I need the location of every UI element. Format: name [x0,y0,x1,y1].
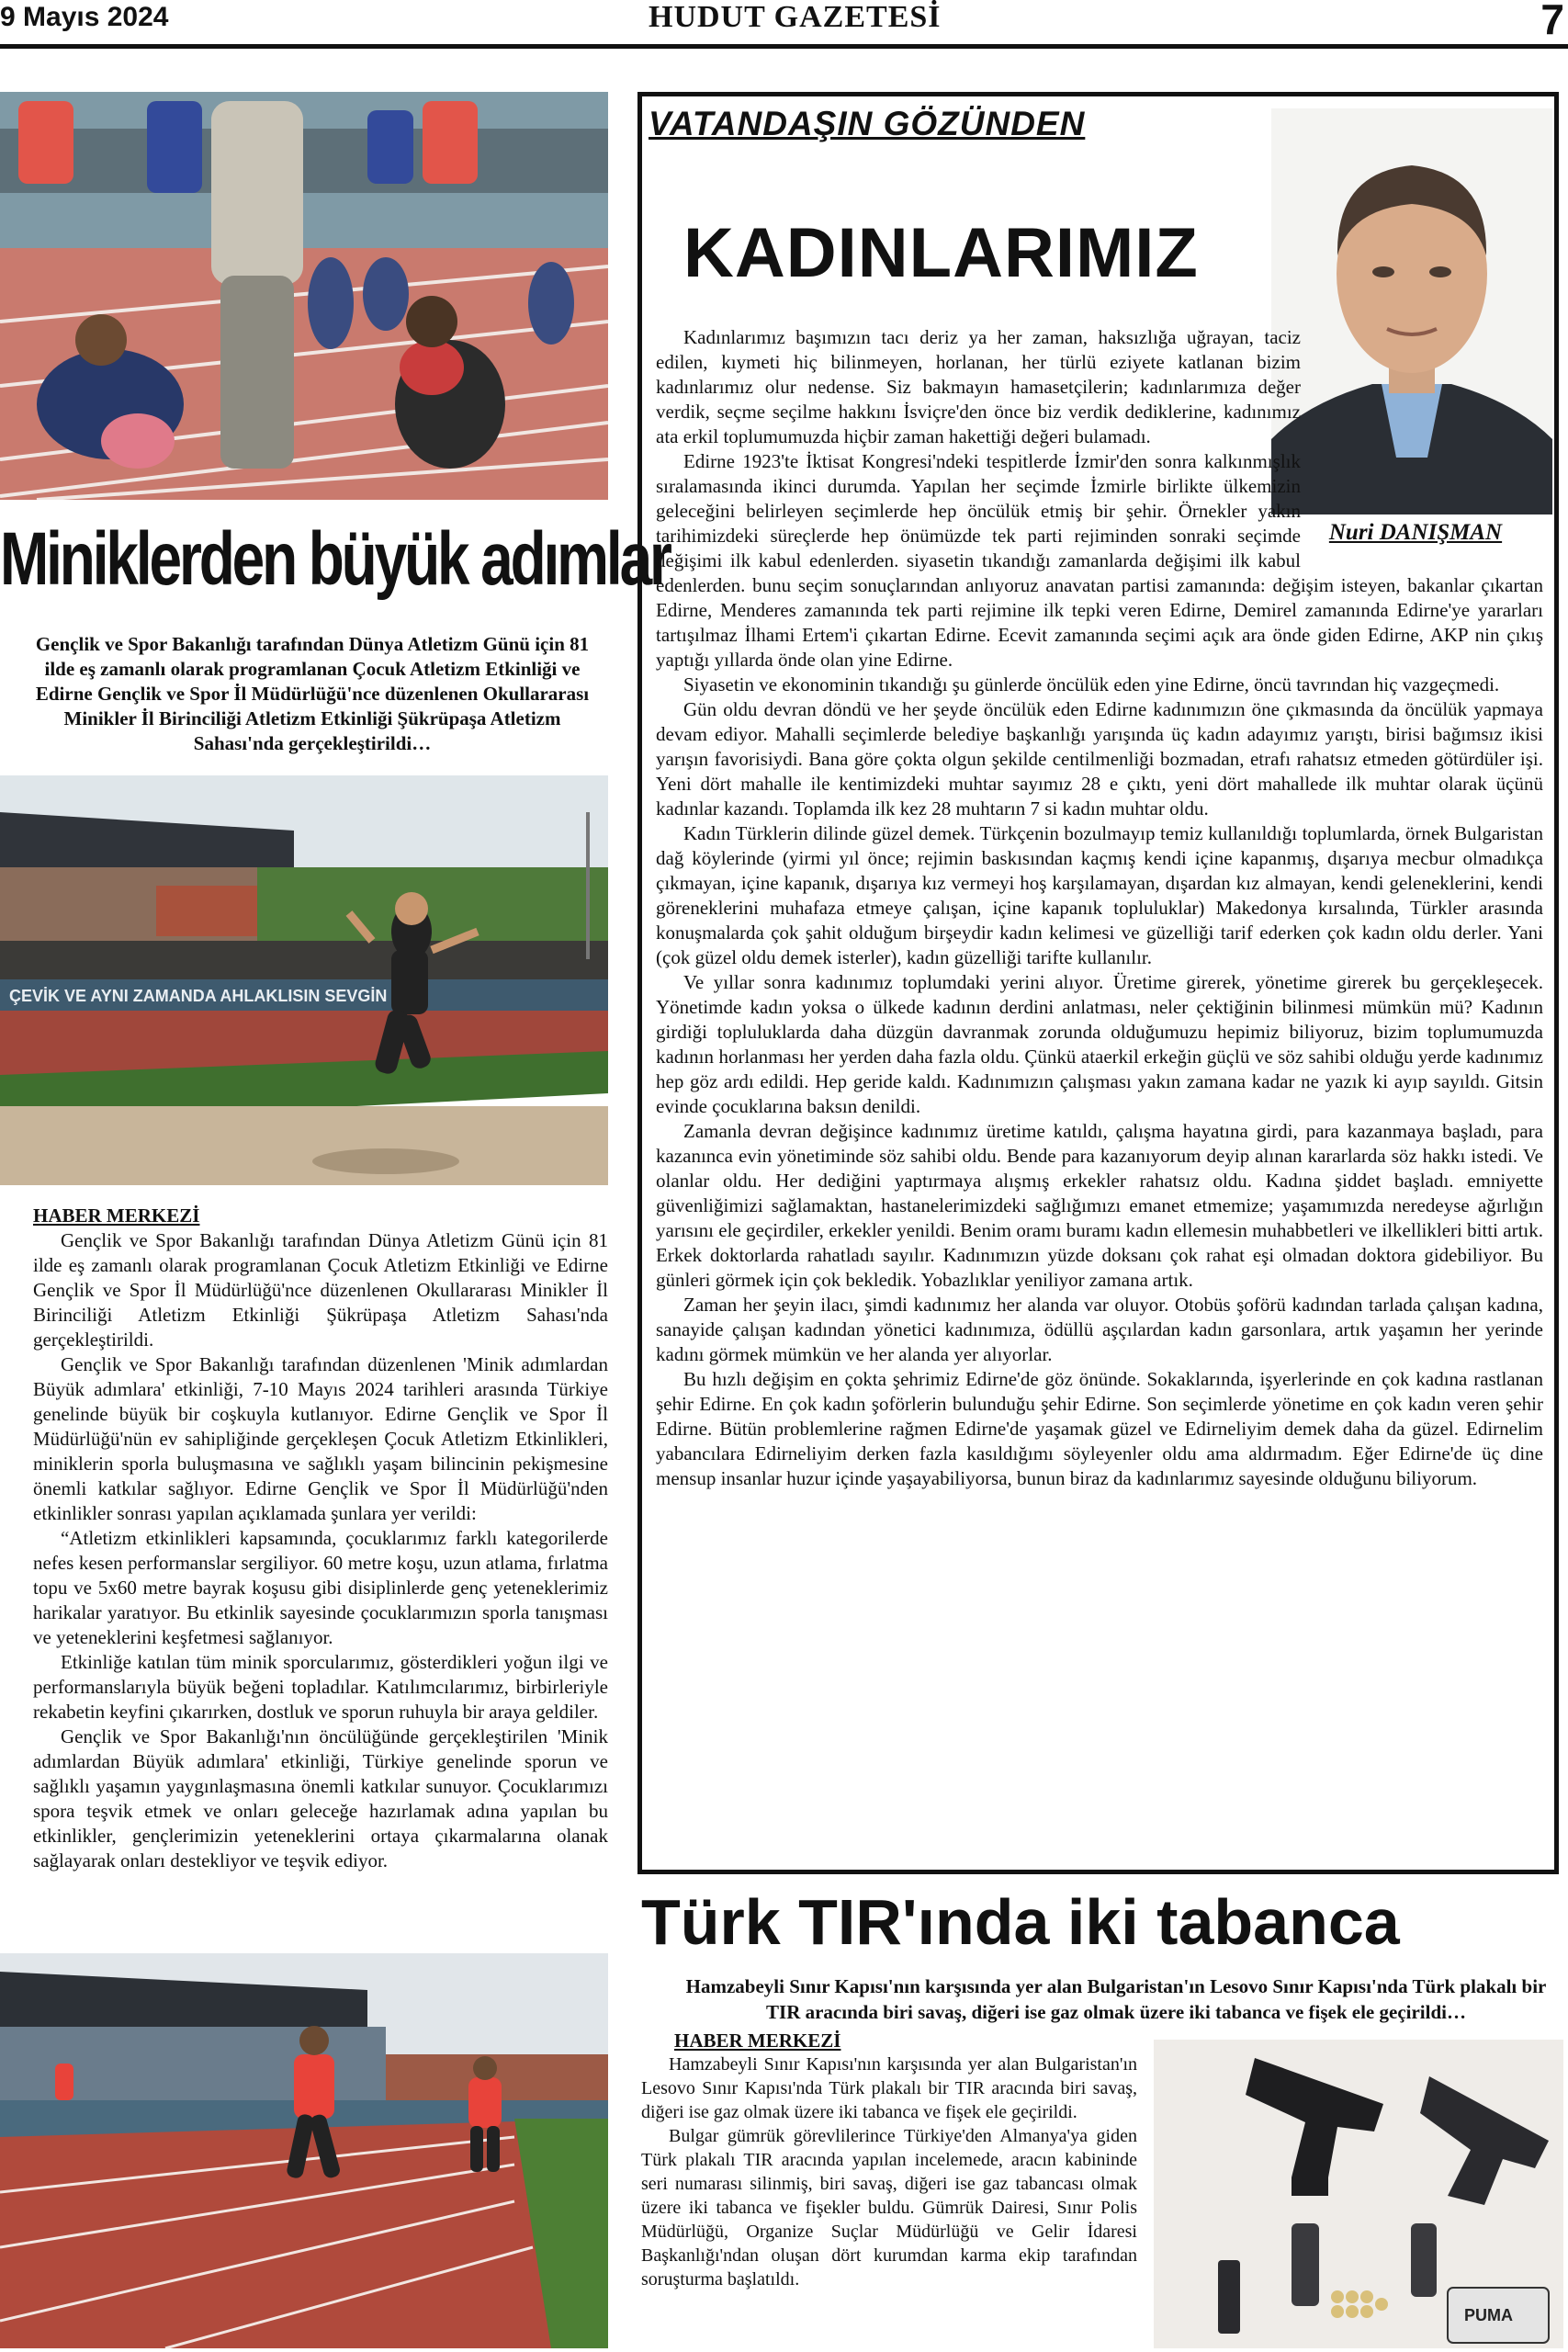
minikler-paragraph: Etkinliğe katılan tüm minik sporcularımız, gösterdikleri yoğun ilgi ve performanslarıyla büyük beğeni topladılar. Katılımcılarımız, birbirleriyle rekabetin keyfini çıkarırken, dostluk ve sporun ruhuyla bir araya geldiler. [33,1651,608,1723]
kadinlarimiz-headline: KADINLARIMIZ [683,214,1199,292]
stadium-banner-text: ÇEVİK VE AYNI ZAMANDA AHLAKLISIN SEVGİN [9,987,388,1005]
newspaper-name: HUDUT GAZETESİ [649,0,942,34]
kadinlarimiz-body [656,325,1543,1491]
header-rule [0,44,1568,49]
kids-start-line-photo [0,92,608,500]
pistol-box-label: PUMA [1464,2306,1513,2324]
seized-pistols-photo [1154,2040,1563,2348]
minikler-body [33,1204,608,1873]
column-paragraph: Bu hızlı değişim en çokta şehrimiz Edirne'de göz önünde. Sokaklarında, işyerlerinde en çok kadına rastlanan şehir Edirne. En çok kadın şoförlerin bulunduğu şehir Edirne. Son seçimlerde yönetime en çok kadın veren şehir Edirne. Bütün problemlerine rağmen Edirne'de yaşamak güzel ve Edirneliyim demek daha da güzel. Edirnelim yabancılara Edirneliyim derken fazla kasıldığımı söyleyenler oldu ama aldırmadım. Eğer Edirne'de üç dine mensup insanlar huzur içinde yaşayabiliyorsa, bunun biraz da kadınlarımız sayesinde olduğunu biliyorum. [656,1368,1543,1489]
minikler-byline: HABER MERKEZİ [33,1204,200,1227]
column-paragraph: Edirne 1923'te İktisat Kongresi'ndeki tespitlerde İzmir'den sonra kalkınmışlık sıralamasında ikinci durumda. Yapılan her seçimde İzmirle birlikte ülkemizin geleceğini belirleyen seçimlerde hep öncülük etmiş bir şehir. Örnekler yakın tarihimizdeki süreçlerde hep önümüzde tek parti rejiminden sonraki seçimde değişimi ilk kabul edenlerden. siyasetin tıkandığı zamanlarda değişimi ilk kabul edenlerden. bunu seçim sonuçlarından anlıyoruz anavatan partisi zamanında: değişim isteyen, bakanlar çıkartan Edirne, Menderes zamanında tek parti rejimine ilk tepki veren Edirne, Demirel zamanında Edirne'ye yararları tartışılmaz İlhami Ertem'i çıkartan Edirne. Ecevit zamanında seçimi açık ara önde giden Edirne, AKP nin çıkış yaptığı yıllarda önde olan yine Edirne. [656,450,1543,671]
sprint-race-photo [0,1953,608,2348]
minikler-paragraph: Gençlik ve Spor Bakanlığı'nın öncülüğünde gerçekleştirilen 'Minik adımlardan Büyük adımlara' etkinliği, Türkiye genelinde sporun ve sağlıklı yaşamın yaygınlaşmasına önemli katkılar sunuyor. Çocuklarımızı spora teşvik etmek ve onları geleceğe hazırlamak adına yapılan bu etkinlikler, gençlerimizin yeteneklerini ortaya çıkarmalarına olanak sağlayarak onları destekliyor ve teşvik ediyor. [33,1725,608,1871]
minikler-paragraph: Gençlik ve Spor Bakanlığı tarafından düzenlenen 'Minik adımlardan Büyük adımlara' etkinliği, 7-10 Mayıs 2024 tarihleri arasında Türkiye genelinde büyük bir coşkuyla kutlanıyor. Edirne Gençlik ve Spor İl Müdürlüğü'nün ev sahipliğinde gerçekleşen Çocuk Atletizm Etkinlikleri, miniklerin sporla buluşmasına ve sağlıklı yaşam bilincinin pekişmesine önemli katkılar sağlıyor. Edirne Gençlik ve Spor İl Müdürlüğü'nden etkinlikler sonrası yapılan açıklamada şunlara yer verildi: [33,1353,608,1524]
minikler-paragraph: Gençlik ve Spor Bakanlığı tarafından Dünya Atletizm Günü için 81 ilde eş zamanlı olarak programlanan Çocuk Atletizm Etkinliği ve Edirne Gençlik ve Spor İl Müdürlüğü'nce düzenlenen Okullararası Minikler İl Birinciliği Atletizm Etkinliği Şükrüpaşa Atletizm Sahası'nda gerçekleştirildi. [33,1229,608,1351]
long-jump-photo [0,775,608,1185]
column-paragraph: Zaman her şeyin ilacı, şimdi kadınımız her alanda var oluyor. Otobüs şoförü kadından tarlada çalışan kadına, sanayide çalışan kadından yönetici kadınımıza, ödüllü aşçılardan kadın garsonlara, artık yaşamın her yerinde kadını görmek mümkün ve her alanda yer alıyorlar. [656,1294,1543,1365]
tir-spot: Hamzabeyli Sınır Kapısı'nın karşısında yer alan Bulgaristan'ın Lesovo Sınır Kapısı'nda Türk plakalı bir TIR aracında biri savaş, diğeri ise gaz olmak üzere iki tabanca ve fişek ele geçirildi… [685,1975,1547,2023]
column-paragraph: Kadın Türklerin dilinde güzel demek. Türkçenin bozulmayıp temiz kullanıldığı toplumlarda, örnek Bulgaristan dağ köylerinde (yirmi yıl önce; rejimin baskısından kaçmış kendi içine kapanmış, dışarıya mecbur olmadıkça çıkmayan, içine kapanık, dışarıya kız vermeyi hoş karşılamayan, dışardan kız almayan, kendi geleneklerini, kendi göreneklerini muhafaza etmeye çalışan, içine kapanık topluluklar) Makedonya kırsalında, Türkler arasında konuşmalarda çok şahit olduğum birşeydir kadın kelimesi ve güzelliği tarif ederken çok kadın oldu derler. Yani (çok güzel oldu demek isterler), kadın güzelliği tarifte kullanılır. [656,822,1543,968]
issue-date: 9 Mayıs 2024 [0,2,169,32]
tir-paragraph: Bulgar gümrük görevlilerince Türkiye'den Almanya'ya giden Türk plakalı TIR aracında yapılan incelemede, aracın kabininde seri numarası silinmiş, biri savaş, diğeri ise gaz tabancası olmak üzere iki tabanca ve fişekler buldu. Gümrük Dairesi, Sınır Polis Müdürlüğü, Organize Suçlar Müdürlüğü ve Gelir İdaresi Başkanlığı'ndan oluşan dört kurumdan karma ekip tarafından soruşturma başlatıldı. [641,2126,1137,2290]
column-section-label: VATANDAŞIN GÖZÜNDEN [649,105,1086,142]
tir-byline: HABER MERKEZİ [674,2030,841,2052]
column-paragraph: Zamanla devran değişince kadınımız üretime katıldı, çalışma hayatına girdi, para kazanmaya başladı, para kazanınca evin yönetiminde söz sahibi oldu. Bende para kazanıyorum deyip alınan kararlarda söz hakkı istedi. Ve olanlar oldu. Her dediğini yaptırmaya alışmış erkekler rahatsız oldu. Kadına şiddet başladı. emniyette güvenliğimizi sağlamaktan, hastanelerimizdeki sağlığımızı emanet etmemize; yaşamımızda neredeyse ağırlığın yarısını ele geçirdiler, erkekler yenildi. Benim oramı buramı kadın ellemesin muhabbetleri ve ilkellikleri bitti artık. Erkek doktorlarda rahatladı sayılır. Kadınımızın yüzde doksanı çok rahat eşi olmadan doktora gidebiliyor. Bu günleri görmek için çok bekledik. Yobazlıklar yeniliyor zamana artık. [656,1120,1543,1291]
tir-headline: Türk TIR'ında iki tabanca [641,1886,1400,1958]
minikler-paragraph: “Atletizm etkinlikleri kapsamında, çocuklarımız farklı kategorilerde nefes kesen performanslar sergiliyor. 60 metre koşu, uzun atlama, fırlatma topu ve 5x60 metre bayrak koşusu gibi disiplinlerde genç yeteneklerimiz harikalar yaratıyor. Bu etkinlik sayesinde çocuklarımızın sporla tanışması ve yeteneklerini keşfetmesi sağlanıyor. [33,1527,608,1648]
column-author-name: Nuri DANIŞMAN [1328,520,1503,545]
tir-body [641,2029,1137,2291]
column-paragraph: Siyasetin ve ekonominin tıkandığı şu günlerde öncülük eden yine Edirne, öncü tavrından hiç vazgeçmedi. [683,673,1500,695]
column-paragraph: Kadınlarımız başımızın tacı deriz ya her zaman, haksızlığa uğrayan, taciz edilen, kıymeti hiç bilinmeyen, horlanan, her türlü eziyete katlanan bizim kadınlarımız olur nedense. Siz bakmayın hamasetçilerin; kadınlarımıza değer verdik, seçme seçilme hakkını İsviçre'den önce biz verdik dediklerine, kadınımız ata erkil toplumumuzda hiçbir zaman hakettiği değeri bulamadı. [656,326,1301,447]
tir-paragraph: Hamzabeyli Sınır Kapısı'nın karşısında yer alan Bulgaristan'ın Lesovo Sınır Kapısı'nda Türk plakalı bir TIR aracında biri savaş, diğeri ise gaz olmak üzere iki tabanca ve fişek ele geçirildi. [641,2054,1137,2122]
column-paragraph: Gün oldu devran döndü ve her şeyde öncülük eden Edirne kadınımızın öne çıkmasında da öncülük yapmaya devam ediyor. Mahalli seçimlerde belediye başkanlığı yarışında üç kadın adayımız yarıştı, birisi bağımsız ikisi yarışın favorisiydi. Bana göre çokta olgun şekilde centilmenliği bozmadan, etrafı rahatsız etmeden götürdüler işi. Yeni dört mahalle ile kentimizdeki muhtar sayımız 28 e çıktı, yeni dört mahallede ilk muhtar olarak üçünü kadınlar kazandı. Toplamda ilk kez 28 muhtarın 7 si kadın muhtar oldu. [656,698,1543,820]
column-paragraph: Ve yıllar sonra kadınımız toplumdaki yerini alıyor. Üretime girerek, yönetime girerek bu gerçekleşecek. Yönetimde kadın yoksa o ülkede kadının derdini anlatması, neler çektiğinin bilinmesi mümkün mü? Kadının girdiği topluluklarda daha düzgün davranmak zorunda olduğumuzu hepimiz biliyoruz, bizim toplumumuzda kadının horlanması her yerden daha fazla oldu. Çünkü ataerkil erkeğin güçlü ve söz sahibi olduğu yerde kadınımız hep göz ardı edildi. Hep geride kaldı. Kadınımızın çalışması yakın zamana kadar ne yazık ki ayıp sayıldı. Gitsin evinde çocuklarına baksın denildi. [656,971,1543,1117]
minikler-spot: Gençlik ve Spor Bakanlığı tarafından Dünya Atletizm Günü için 81 ilde eş zamanlı olarak programlanan Çocuk Atletizm Etkinliği ve Edirne Gençlik ve Spor İl Müdürlüğü'nce düzenlenen Okullararası Minikler İl Birinciliği Atletizm Etkinliği Şükrüpaşa Atletizm Sahası'nda gerçekleştirildi… [35,633,590,754]
page-number: 7 [1540,0,1564,43]
minikler-headline: Miniklerden büyük adımlar [0,517,670,601]
portrait-wrap-spacer [1301,325,1543,562]
